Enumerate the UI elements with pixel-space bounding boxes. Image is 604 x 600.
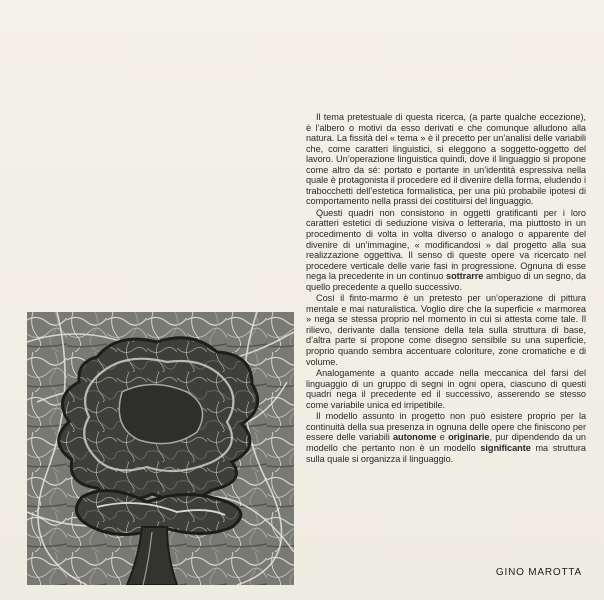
paragraph-2-text-end: ambiguo di un segno, da quello precedente a quello successivo. <box>306 271 586 292</box>
bold-word-sottrarre: sottrarre <box>446 271 484 282</box>
paragraph-4: Analogamente a quanto accade nella meccanica del farsi del linguaggio di un gruppo di segni in ogni opera, ciascuno di questi quadri nega il precedente ed il successivo, asserendo se stesso come variabile unica ed irripetibile. <box>306 368 586 410</box>
paragraph-5-text: Il modello assunto in progetto non può esistere proprio per la continuità della sua presenza in ognuna delle opere che finiscono per essere delle variabili <box>306 411 586 443</box>
paragraph-5-text-mid: , pur dipendendo da un modello che pertanto non è un modello <box>306 432 586 453</box>
paragraph-1: Il tema pretestuale di questa ricerca, (a parte qualche eccezione), è l’albero o motivi da esso derivati e che comunque alludono alla natura. La fissità del « tema » è il precetto per un’analisi delle variabili che, come caratteri linguistici, si eleggono a soggetto-oggetto del lavoro. Un’operazione linguistica quindi, dove il linguaggio si propone come altro da sé: portato e portante in un’identità espressiva nella quale è protagonista il procedere ed il divenire della forma, eludendo i trabocchetti dell’estetica formalistica, per una più probabile ipotesi di comportamento nella prassi dei costituirsi del linguaggio. <box>306 112 586 207</box>
bold-word-originarie: originarie <box>448 432 490 443</box>
paragraph-2 <box>306 208 586 292</box>
paragraph-3: Così il finto-marmo è un pretesto per un’operazione di pittura mentale e mai naturalistica. Voglio dire che la superficie « marmorea » nega se stessa proprio nel momento in cui si attesta come tale. Il rilievo, derivante dalla tensione della tela sulla struttura di base, d’altra parte si propone come disegno sensibile su una superficie, proprio quando sembra accentuare coloriture, zone cromatiche e di volume. <box>306 293 586 367</box>
paragraph-5-conjunction: e <box>439 432 445 443</box>
essay-text <box>306 112 586 464</box>
bold-word-significante: significante <box>480 442 531 453</box>
bold-word-autonome: autonome <box>392 432 437 443</box>
paragraph-5-text-end: ma struttura sulla quale si organizza il linguaggio. <box>306 442 586 464</box>
paragraph-2-text: Questi quadri non consistono in oggetti gratificanti per i loro caratteri estetici di seduzione visiva o letteraria, ma piuttosto in un procedimento di volta in volta diverso o analogo o apparente del divenire di un’immagine, « modificandosi » dal progetto alla sua realizzazione oggettiva. Il senso di queste opere va ricercato nel procedere verticale delle varie fasi in progressione. Ognuna di esse nega la precedente in un continuo <box>306 207 586 282</box>
paragraph-5 <box>306 411 586 464</box>
marble-tree-image <box>27 312 294 585</box>
author-signature: GINO MAROTTA <box>495 567 582 578</box>
marble-tree-artwork <box>27 312 294 585</box>
